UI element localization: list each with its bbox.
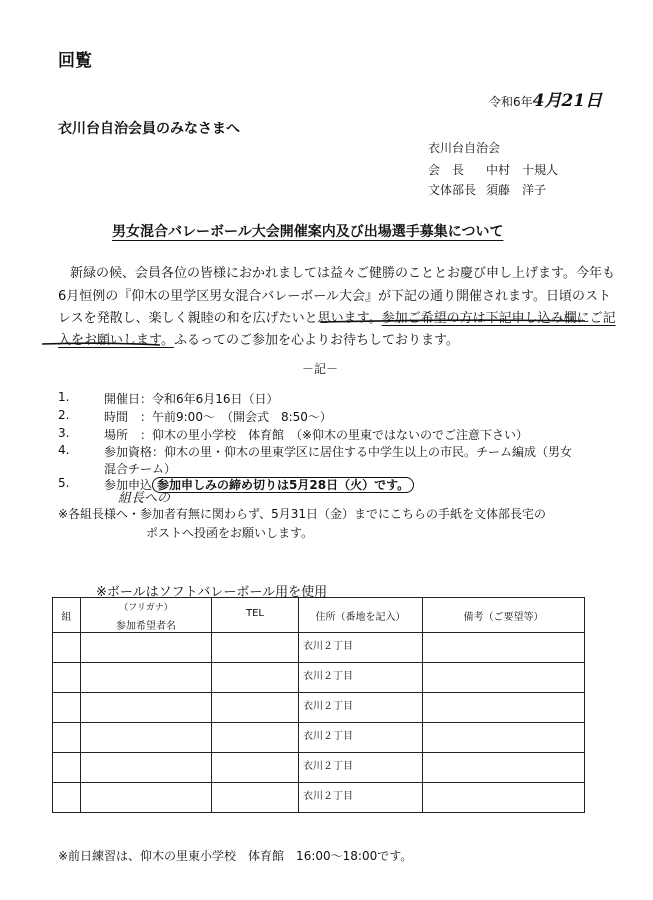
handwritten-note: 組長への [118,491,171,506]
item-num: 3. [58,426,70,440]
item-text: 開催日：令和6年6月16日（日） [104,392,279,406]
table-row [53,753,585,783]
header-tel: TEL [212,598,299,633]
cell-name[interactable] [81,783,212,813]
cell-address[interactable]: 衣川２丁目 [299,753,423,783]
body-line-2: 6月恒例の『仰木の里学区男女混合バレーボール大会』が下記の通り開催されます。日頃のスト [58,289,611,304]
item-text: 時間 ：午前9:00～ （開会式 8:50～） [104,410,332,424]
body-line-3a: レスを発散し、楽しく親睦の和を広げたいと思います。 [58,311,382,326]
table-row [53,693,585,723]
cell-address[interactable]: 衣川２丁目 [299,723,423,753]
body-line-4b: ふるってのご参加を心よりお待ちしております。 [173,333,459,348]
cell-name[interactable] [81,633,212,663]
item-num: 1. [58,390,70,404]
body-line-4a-underlined: 入をお願いします。 [58,333,174,348]
sender-role-1: 会 長 [428,163,465,177]
item-text: 場所 ：仰木の里小学校 体育館 （※仰木の里東ではないのでご注意下さい） [104,428,529,442]
cell-address[interactable]: 衣川２丁目 [299,633,423,663]
item-text-continued: 混合チーム） [104,462,177,476]
item-num: 5. [58,476,70,490]
header-address: 住所（番地を記入） [299,598,423,633]
cell-address[interactable]: 衣川２丁目 [299,693,423,723]
deadline-circled: 参加申しみの締め切りは5月28日（火）です。 [152,477,414,493]
header-name [81,598,212,633]
table-row [53,633,585,663]
footer-note: ※前日練習は、仰木の里東小学校 体育館 16:00～18:00です。 [58,849,413,863]
cell-kumi[interactable] [53,723,81,753]
item-text: 参加申込 [104,478,153,492]
header-remarks: 備考（ご要望等） [423,598,585,633]
cell-remarks[interactable] [423,633,585,663]
sender-org: 衣川台自治会 [428,141,501,155]
cell-tel[interactable] [212,783,299,813]
leaders-note-1: ※各組長様へ・参加者有無に関わらず、5月31日（金）までにこちらの手紙を文体部長宅の [58,507,547,521]
document-title: 男女混合バレーボール大会開催案内及び出場選手募集について [112,224,504,240]
cell-tel[interactable] [212,693,299,723]
item-num: 2. [58,408,70,422]
item-num: 4. [58,443,70,457]
cell-tel[interactable] [212,753,299,783]
cell-name[interactable] [81,693,212,723]
cell-name[interactable] [81,753,212,783]
ball-note: ※ボールはソフトバレーボール用を使用 [96,585,328,600]
handwritten-underline [40,316,600,350]
table-row [53,663,585,693]
cell-tel[interactable] [212,723,299,753]
header-participant: 参加希望者名 [116,621,176,632]
date-printed: 令和6年 [489,95,533,109]
date-handwritten: 4月21日 [532,91,603,111]
cell-remarks[interactable] [423,663,585,693]
cell-tel[interactable] [212,663,299,693]
date-line [489,86,602,111]
header-kumi: 組 [53,598,81,633]
item-text: 参加資格：仰木の里・仰木の里東学区に居住する中学生以上の市民。チーム編成（男女 [104,445,573,459]
entry-table [52,597,585,813]
table-header [53,598,585,633]
cell-tel[interactable] [212,633,299,663]
addressee: 衣川台自治会員のみなさまへ [58,121,240,137]
header-furigana: （フリガナ） [119,603,173,613]
cell-kumi[interactable] [53,693,81,723]
table-row [53,723,585,753]
body-line-1: 新緑の候、会員各位の皆様におかれましては益々ご健勝のこととお慶び申し上げます。今年も [70,266,615,281]
table-row [53,783,585,813]
sender-name-1: 中村 十規人 [486,163,559,177]
body-line-3b-underlined: 参加ご希望の方は下記申し込み欄にご記 [381,311,616,326]
cell-remarks[interactable] [423,753,585,783]
cell-remarks[interactable] [423,723,585,753]
ki-heading: －記－ [302,362,339,376]
sender-role-2: 文体部長 [428,183,477,197]
cell-address[interactable]: 衣川２丁目 [299,783,423,813]
cell-name[interactable] [81,663,212,693]
cell-remarks[interactable] [423,693,585,723]
leaders-note-2: ポストへ投函をお願いします。 [146,526,314,540]
cell-kumi[interactable] [53,753,81,783]
circular-mark: 回覧 [58,51,92,71]
cell-address[interactable]: 衣川２丁目 [299,663,423,693]
cell-remarks[interactable] [423,783,585,813]
cell-kumi[interactable] [53,633,81,663]
cell-kumi[interactable] [53,663,81,693]
sender-name-2: 須藤 洋子 [486,183,547,197]
cell-kumi[interactable] [53,783,81,813]
cell-name[interactable] [81,723,212,753]
